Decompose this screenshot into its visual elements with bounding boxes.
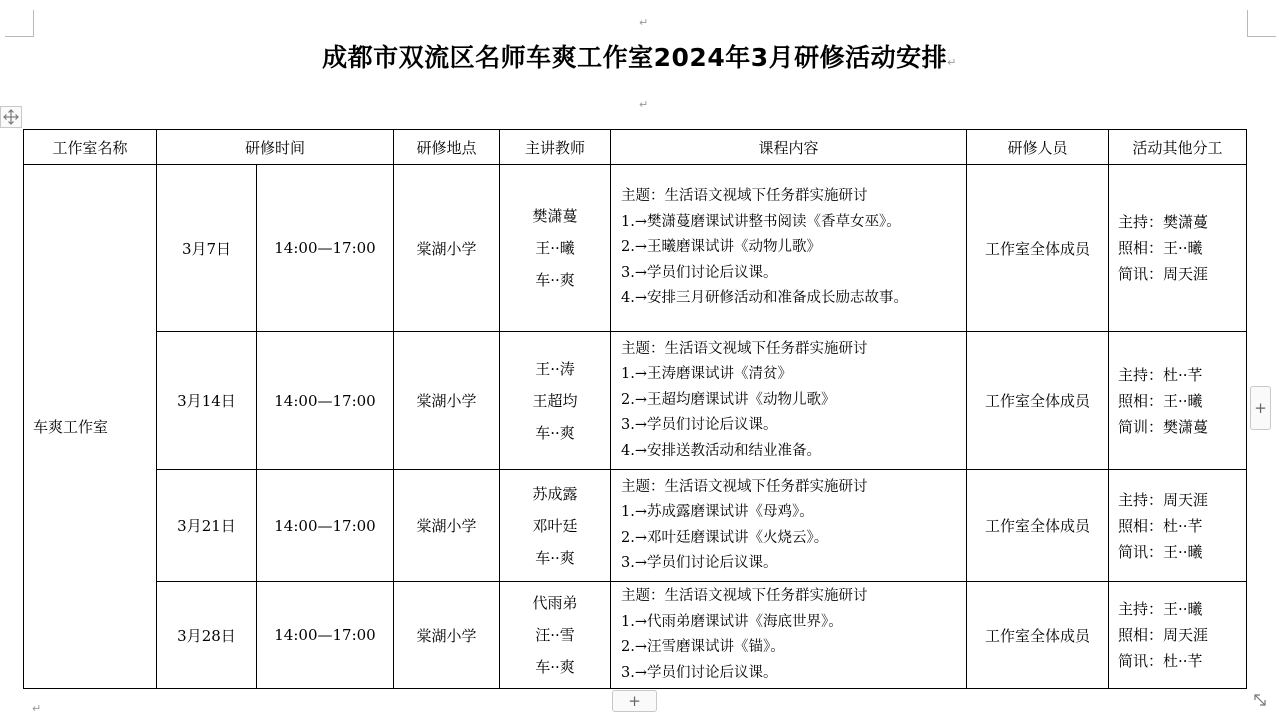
table-row [24, 165, 1247, 332]
page-corner-top-right [1247, 10, 1276, 37]
teacher-name: 樊潇蔓 [532, 207, 578, 225]
plus-icon: + [1254, 399, 1267, 417]
course-line: 4.→安排送教活动和结业准备。 [621, 442, 821, 459]
diagonal-resize-icon [1252, 692, 1268, 708]
role-line: 照相：杜··芊 [1118, 516, 1203, 535]
plus-icon: + [628, 692, 641, 710]
teacher-cell[interactable] [500, 470, 611, 582]
table-row [24, 332, 1247, 470]
participants-cell[interactable]: 工作室全体成员 [967, 332, 1109, 470]
header-course[interactable]: 课程内容 [611, 130, 967, 165]
paragraph-mark: ↵ [639, 98, 649, 111]
date-cell[interactable]: 3月21日 [157, 470, 257, 582]
teacher-cell[interactable] [500, 165, 611, 332]
date-cell[interactable]: 3月28日 [157, 582, 257, 689]
course-cell[interactable] [611, 470, 967, 582]
table-row [24, 582, 1247, 689]
header-time[interactable]: 研修时间 [157, 130, 394, 165]
course-line: 3.→学员们讨论后议课。 [621, 664, 778, 681]
schedule-table [23, 129, 1247, 689]
role-line: 照相：王··曦 [1118, 391, 1203, 410]
teacher-name: 车··爽 [535, 271, 575, 289]
header-studio-name[interactable]: 工作室名称 [24, 130, 157, 165]
header-teacher[interactable]: 主讲教师 [500, 130, 611, 165]
course-line: 4.→安排三月研修活动和准备成长励志故事。 [621, 290, 908, 307]
role-line: 主持：杜··芊 [1118, 365, 1203, 384]
role-line: 主持：周天涯 [1118, 490, 1209, 509]
course-line: 主题：生活语文视域下任务群实施研讨 [621, 340, 868, 357]
role-line: 简讯：王··曦 [1118, 542, 1203, 561]
paragraph-mark: ↵ [947, 56, 957, 69]
course-line: 1.→苏成露磨课试讲《母鸡》。 [621, 504, 814, 520]
document-title[interactable]: 成都市双流区名师车爽工作室2024年3月研修活动安排↵ [322, 43, 957, 72]
course-line: 3.→学员们讨论后议课。 [621, 417, 778, 434]
paragraph-mark: ↵ [32, 702, 42, 715]
location-cell[interactable]: 棠湖小学 [394, 470, 500, 582]
course-line: 主题：生活语文视域下任务群实施研讨 [621, 588, 868, 604]
role-line: 照相：周天涯 [1118, 626, 1209, 644]
role-line: 简讯：周天涯 [1118, 265, 1209, 283]
teacher-name: 汪··雪 [535, 626, 575, 644]
role-line: 照相：王··曦 [1118, 239, 1203, 257]
course-cell[interactable] [611, 332, 967, 470]
teacher-name: 车··爽 [535, 423, 575, 442]
course-line: 2.→邓叶廷磨课试讲《火烧云》。 [621, 529, 829, 546]
teacher-name: 王··涛 [535, 359, 575, 378]
teacher-name: 车··爽 [535, 658, 575, 676]
course-line: 主题：生活语文视域下任务群实施研讨 [621, 478, 868, 495]
header-participants[interactable]: 研修人员 [967, 130, 1109, 165]
table-move-handle[interactable] [0, 106, 22, 128]
header-location[interactable]: 研修地点 [394, 130, 500, 165]
teacher-name: 邓叶廷 [532, 516, 578, 535]
location-cell[interactable]: 棠湖小学 [394, 165, 500, 332]
course-line: 3.→学员们讨论后议课。 [621, 264, 778, 281]
table-row [24, 470, 1247, 582]
teacher-name: 车··爽 [535, 548, 575, 567]
location-cell[interactable]: 棠湖小学 [394, 582, 500, 689]
paragraph-mark: ↵ [639, 16, 649, 29]
page-corner-top-left [5, 10, 34, 37]
teacher-name: 王超均 [532, 391, 578, 410]
header-roles[interactable]: 活动其他分工 [1109, 130, 1247, 165]
participants-cell[interactable]: 工作室全体成员 [967, 470, 1109, 582]
role-line: 简训：樊潇蔓 [1118, 417, 1209, 436]
teacher-cell[interactable] [500, 332, 611, 470]
studio-name-cell[interactable] [24, 165, 157, 689]
time-cell[interactable]: 14:00—17:00 [257, 165, 394, 332]
roles-cell[interactable] [1109, 470, 1247, 582]
course-line: 2.→汪雪磨课试讲《锚》。 [621, 639, 785, 655]
role-line: 主持：樊潇蔓 [1118, 213, 1209, 231]
role-line: 简讯：杜··芊 [1118, 652, 1203, 670]
time-cell[interactable]: 14:00—17:00 [257, 332, 394, 470]
four-way-arrow-icon [3, 109, 19, 125]
header-row [24, 130, 1247, 165]
course-line: 1.→王涛磨课试讲《清贫》 [621, 366, 792, 383]
course-line: 1.→樊潇蔓磨课试讲整书阅读《香草女巫》。 [621, 213, 901, 230]
course-line: 主题：生活语文视域下任务群实施研讨 [621, 188, 868, 205]
roles-cell[interactable] [1109, 332, 1247, 470]
course-line: 3.→学员们讨论后议课。 [621, 555, 778, 571]
role-line: 主持：王··曦 [1118, 600, 1203, 618]
teacher-cell[interactable] [500, 582, 611, 689]
time-cell[interactable]: 14:00—17:00 [257, 470, 394, 582]
course-cell[interactable] [611, 582, 967, 689]
course-cell[interactable] [611, 165, 967, 332]
date-cell[interactable]: 3月7日 [157, 165, 257, 332]
participants-cell[interactable]: 工作室全体成员 [967, 582, 1109, 689]
time-cell[interactable]: 14:00—17:00 [257, 582, 394, 689]
course-line: 1.→代雨弟磨课试讲《海底世界》。 [621, 613, 843, 630]
date-cell[interactable]: 3月14日 [157, 332, 257, 470]
roles-cell[interactable] [1109, 165, 1247, 332]
roles-cell[interactable] [1109, 582, 1247, 689]
teacher-name: 苏成露 [532, 484, 578, 503]
course-line: 2.→王曦磨课试讲《动物儿歌》 [621, 239, 821, 256]
course-line: 2.→王超均磨课试讲《动物儿歌》 [621, 391, 836, 408]
studio-name: 车爽工作室 [33, 418, 109, 436]
table-resize-handle[interactable] [1250, 690, 1270, 710]
teacher-name: 王··曦 [535, 239, 575, 257]
location-cell[interactable]: 棠湖小学 [394, 332, 500, 470]
add-row-button[interactable] [612, 690, 657, 712]
teacher-name: 代雨弟 [532, 594, 578, 612]
participants-cell[interactable]: 工作室全体成员 [967, 165, 1109, 332]
add-column-button[interactable] [1250, 386, 1271, 430]
